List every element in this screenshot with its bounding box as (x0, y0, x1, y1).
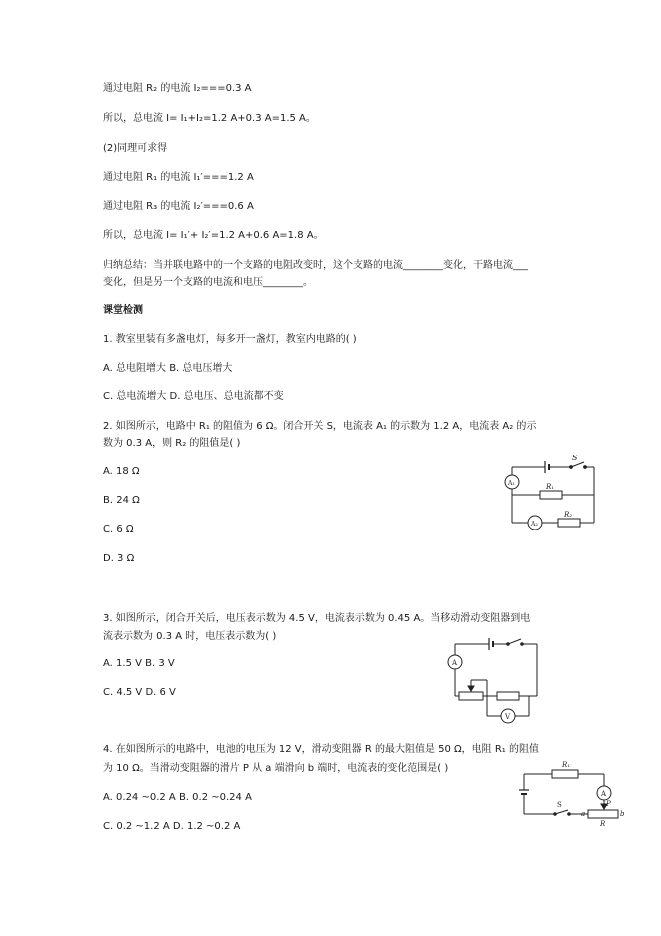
switch-label: S (557, 801, 562, 809)
ammeter-a2-label: A₂ (531, 521, 538, 528)
ammeter-label: A (601, 790, 607, 798)
text-line: 通过电阻 R₃ 的电流 I₂′===0.6 A (103, 201, 254, 212)
resistor-r1-label: R₁ (546, 483, 555, 491)
rheostat-r-label: R (600, 820, 606, 828)
ammeter-a1-label: A₁ (508, 480, 515, 487)
voltmeter-label: V (505, 713, 511, 721)
question-2-option: A. 18 Ω (103, 466, 140, 477)
summary-line: 归纳总结：当并联电路中的一个支路的电阻改变时，这个支路的电流________变化，干路电流___ (103, 260, 528, 271)
summary-line: 变化，但是另一个支路的电流和电压________。 (103, 277, 313, 288)
end-a-label: a (581, 810, 586, 818)
question-2: 数为 0.3 A，则 R₂ 的阻值是( ) (103, 438, 241, 449)
question-3: 3. 如图所示，闭合开关后，电压表示数为 4.5 V，电流表示数为 0.45 A。当移动滑动变阻器到电 (103, 613, 531, 624)
circuit-diagram-q2 (500, 455, 605, 530)
section-heading: 课堂检测 (103, 305, 143, 316)
circuit-diagram-q4 (514, 760, 626, 828)
resistor-r2-label: R₂ (564, 511, 573, 519)
end-b-label: b (620, 810, 625, 818)
question-4: 为 10 Ω。当滑动变阻器的滑片 P 从 a 端滑向 b 端时，电流表的变化范围是( ) (103, 763, 449, 774)
slider-p-label: P (606, 800, 611, 808)
question-2-option: D. 3 Ω (103, 553, 135, 564)
question-3-options: A. 1.5 V B. 3 V (103, 658, 175, 669)
question-2: 2. 如图所示，电路中 R₁ 的阻值为 6 Ω。闭合开关 S，电流表 A₁ 的示数为 1.2 A，电流表 A₂ 的示 (103, 421, 537, 432)
text-line: 所以，总电流 I= I₁′+ I₂′=1.2 A+0.6 A=1.8 A。 (103, 230, 324, 241)
text-line: 通过电阻 R₁ 的电流 I₁′===1.2 A (103, 172, 254, 183)
question-4-options: C. 0.2 ~1.2 A D. 1.2 ~0.2 A (103, 821, 241, 832)
resistor-r1-label: R₁ (562, 761, 571, 769)
question-1-options: C. 总电流增大 D. 总电压、总电流都不变 (103, 391, 284, 402)
switch-label: S (572, 455, 578, 462)
question-3: 流表示数为 0.3 A 时，电压表示数为( ) (103, 631, 277, 642)
text-line: (2)同理可求得 (103, 143, 168, 154)
question-4: 4. 在如图所示的电路中，电池的电压为 12 V，滑动变阻器 R 的最大阻值是 50 Ω，电阻 R₁ 的阻值 (103, 744, 539, 755)
ammeter-label: A (452, 659, 458, 667)
question-4-options: A. 0.24 ~0.2 A B. 0.2 ~0.24 A (103, 792, 252, 803)
question-1-options: A. 总电阻增大 B. 总电压增大 (103, 363, 233, 374)
question-2-option: B. 24 Ω (103, 495, 140, 506)
question-3-options: C. 4.5 V D. 6 V (103, 687, 176, 698)
question-2-option: C. 6 Ω (103, 524, 134, 535)
text-line: 通过电阻 R₂ 的电流 I₂===0.3 A (103, 83, 252, 94)
text-line: 所以，总电流 I= I₁+I₂=1.2 A+0.3 A=1.5 A。 (103, 113, 316, 124)
circuit-diagram-q3 (445, 636, 545, 728)
question-1: 1. 教室里装有多盏电灯，每多开一盏灯，教室内电路的( ) (103, 334, 357, 345)
